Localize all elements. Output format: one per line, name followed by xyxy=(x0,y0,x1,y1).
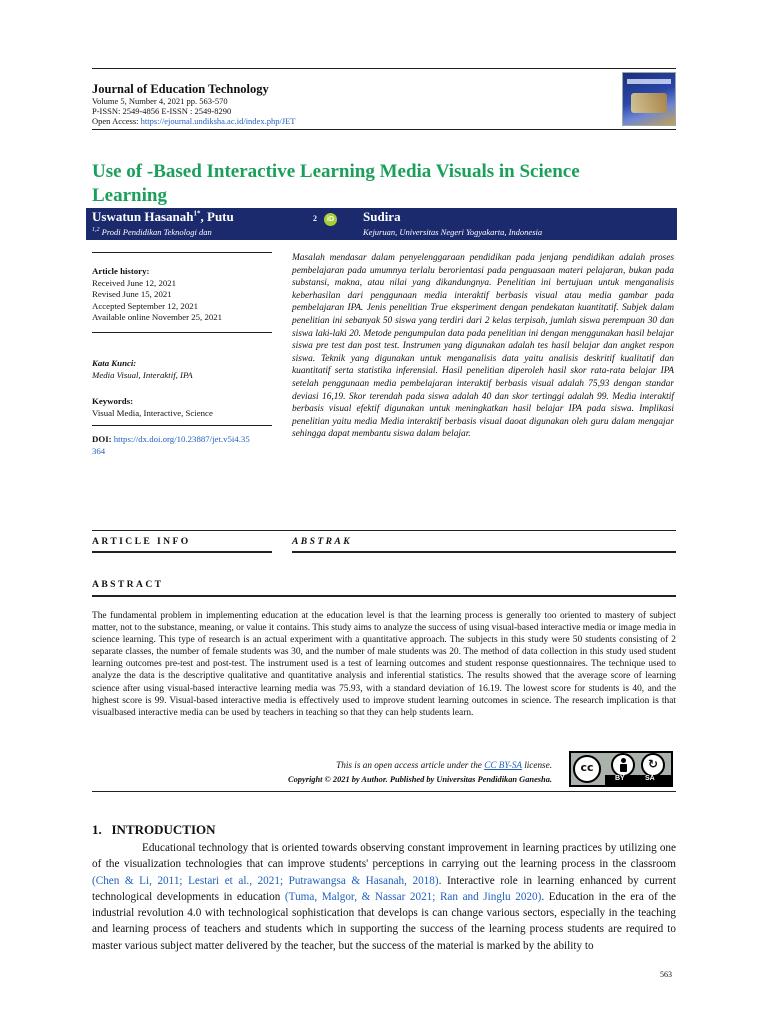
journal-cover-image xyxy=(622,72,676,126)
license-line: This is an open access article under the CC BY-SA license. xyxy=(336,760,552,770)
keywords-rule xyxy=(92,425,272,426)
revised-date: Revised June 15, 2021 xyxy=(92,289,172,299)
paper-title: Use of -Based Interactive Learning Media Visuals in Science Learning xyxy=(92,161,580,206)
copyright-line: Copyright © 2021 by Author. Published by Universitas Pendidikan Ganesha. xyxy=(288,775,552,784)
cc-license-badge[interactable] xyxy=(569,751,673,787)
author-name-right: Sudira xyxy=(363,209,401,224)
kata-kunci xyxy=(92,358,193,381)
keywords xyxy=(92,396,213,419)
volume-line: Volume 5, Number 4, 2021 pp. 563-570 xyxy=(92,96,228,106)
info-rule-top xyxy=(92,530,676,531)
sa-label: SA xyxy=(645,775,655,782)
keywords-value: Visual Media, Interactive, Science xyxy=(92,407,213,418)
citation-2[interactable]: (Tuma, Malgor, & Nassar 2021; Ran and Jinglu 2020) xyxy=(284,890,542,903)
article-info-label: ARTICLE INFO xyxy=(92,536,191,547)
share-alike-icon: ↻ xyxy=(641,753,665,777)
cc-by-sa-link[interactable]: CC BY-SA xyxy=(484,760,522,770)
top-rule xyxy=(92,68,676,69)
creative-commons-icon: cc xyxy=(573,755,601,783)
orcid-icon[interactable]: iD xyxy=(324,213,337,226)
header-bottom-rule xyxy=(92,129,676,130)
doi-link[interactable]: https://dx.doi.org/10.23887/jet.v5i4.35364 xyxy=(92,434,250,456)
keywords-heading: Keywords: xyxy=(92,396,134,406)
article-history-heading: Article history: xyxy=(92,266,150,276)
history-rule xyxy=(92,332,272,333)
abstrak-label: ABSTRAK xyxy=(292,536,352,547)
doi-label: DOI: xyxy=(92,434,112,444)
online-date: Available online November 25, 2021 xyxy=(92,312,223,322)
journal-title: Journal of Education Technology xyxy=(92,82,269,96)
journal-url-link[interactable]: https://ejournal.undiksha.ac.id/index.php/JET xyxy=(140,116,296,126)
badge-label-strip xyxy=(605,775,671,785)
kata-kunci-heading: Kata Kunci: xyxy=(92,358,137,368)
abstract-text: The fundamental problem in implementing education at the education level is that the learning process is generally too oriented to mastery of subject matter, not to the substance, meaning, or value it contains. This study aims to analyze the success of using visual-based interactive media or image media in science learning. This type of research is an actual experiment with a quantitative approach. The subjects in this study were 50 students consisting of 2 separate classes, the number of female students was 30, and the number of male students was 20. The method of data collection in this study used student learning outcomes pre-test and post-test. The instrument used is a test of learning outcomes and student response questionnaires. The technique used to analyze the data is the descriptive qualitative and quantitative analysis and inferential statistics. The results showed that the average score of learning science after using visual-based interactive learning media was 75.93, with a standard deviation of 16.19. The lowest score for students is 40, and the highest score is 99. Visual-based interactive media is effectively used to improve student learning outcomes in science. The research implication is that visualbased interactive media can be used by teachers in teaching so that they can help students learn. xyxy=(92,611,676,718)
kata-kunci-value: Media Visual, Interaktif, IPA xyxy=(92,369,193,380)
author-number: 2 xyxy=(313,214,317,223)
open-access-line xyxy=(92,116,296,126)
citation-1[interactable]: (Chen & Li, 2011; Lestari et al., 2021; Putrawangsa & Hasanah, 2018) xyxy=(92,874,439,887)
author-name-left: Uswatun Hasanah$^{1*}$, Putu xyxy=(92,209,234,224)
article-history xyxy=(92,266,222,324)
by-label: BY xyxy=(615,775,625,782)
introduction-paragraph: Educational technology that is oriented towards observing constant improvement in learning practices by utilizing one of the visualization technologies that can improve students' perceptions in carrying out the learning process in the classroom (Chen & Li, 2011; Lestari et al., 2021; Putrawangsa & Hasanah, 2018). Interactive role in learning enhanced by current technological developments in education (Tuma, Malgor, & Nassar 2021; Ran and Jinglu 2020). Education in the era of the industrial revolution 4.0 with technological sophistication that develops is can change various sectors, especially in the teaching and learning process of teachers and students which in supporting the success of the learning process students are required to master various subject matter delivered by the teacher, but the success of the material is marked by the ability to xyxy=(92,842,676,952)
issn-line: P-ISSN: 2549-4856 E-ISSN : 2549-8290 xyxy=(92,106,232,116)
received-date: Received June 12, 2021 xyxy=(92,277,177,288)
abstrak-text: Masalah mendasar dalam penyelenggaraan pendidikan pada jenjang pendidikan adalah proses pembelajaran pada umumnya terlalu berorientasi pada penguasaan materi pelajaran, bukan pada substansi, makna, atau nilai yang dikandungnya. Penelitian ini bertujuan untuk menganalisis keberhasilan dari penggunaan media interaktif berbasis visual atau media gambar pada pembelajaran IPA. Jenis penelitian True eksperiment dengan pendekatan kuantitatif. Subjek dalam penelitian ini sebanyak 50 siswa yang terdiri dari 2 kelas terpisah, jumlah siswa perempuan 30 dan siswa laki-laki 20. Metode pengumpulan data pada penelitian ini dengan menggunakan hasil belajar siswa pre test dan post test. Instrumen yang digunakan adalah tes hasil belajar dan angket respon siswa. Teknik yang digunakan untuk menganalisis data yaitu analisis deskritif kualitatif dan kuantitatif serta statistika inferensial. Hasil penelitian diperoleh hasil skor rata-rata belajar IPA setelah penggunaan media pembelajaran interaktif berbasis visual adalah 75,93 dengan standar deviasi 16,19. Skor terendah pada siswa adalah 40 dan skor tertinggi adalah 99. Media interaktif berbasis visual efektif digunakan untuk meningkatkan hasil belajar IPA pada siswa. Implikasi penelitian yaitu media Media interaktif berbasis visual daoat digunakan oleh guru dalam mengajar sehingga dapat membantu siswa dalam belajar. xyxy=(292,253,674,440)
abstract-rule xyxy=(92,595,676,597)
page-number: 563 xyxy=(660,970,672,979)
affiliation-right: Kejuruan, Universitas Negeri Yogyakarta, Indonesia xyxy=(363,227,543,237)
info-rule-bottom-left xyxy=(92,551,272,553)
license-rule xyxy=(92,791,676,792)
accepted-date: Accepted September 12, 2021 xyxy=(92,300,199,311)
open-access-label: Open Access: xyxy=(92,116,141,126)
introduction-heading: 1. INTRODUCTION xyxy=(92,822,216,837)
info-rule-bottom-right xyxy=(292,551,676,553)
doi-block xyxy=(92,434,252,457)
affiliation-left: $^{1,2}$ Prodi Pendidikan Teknologi dan xyxy=(92,227,212,237)
left-col-rule-top xyxy=(92,252,272,253)
abstract-label: ABSTRACT xyxy=(92,579,164,590)
author-bar xyxy=(86,208,677,240)
attribution-person-icon xyxy=(611,753,635,777)
